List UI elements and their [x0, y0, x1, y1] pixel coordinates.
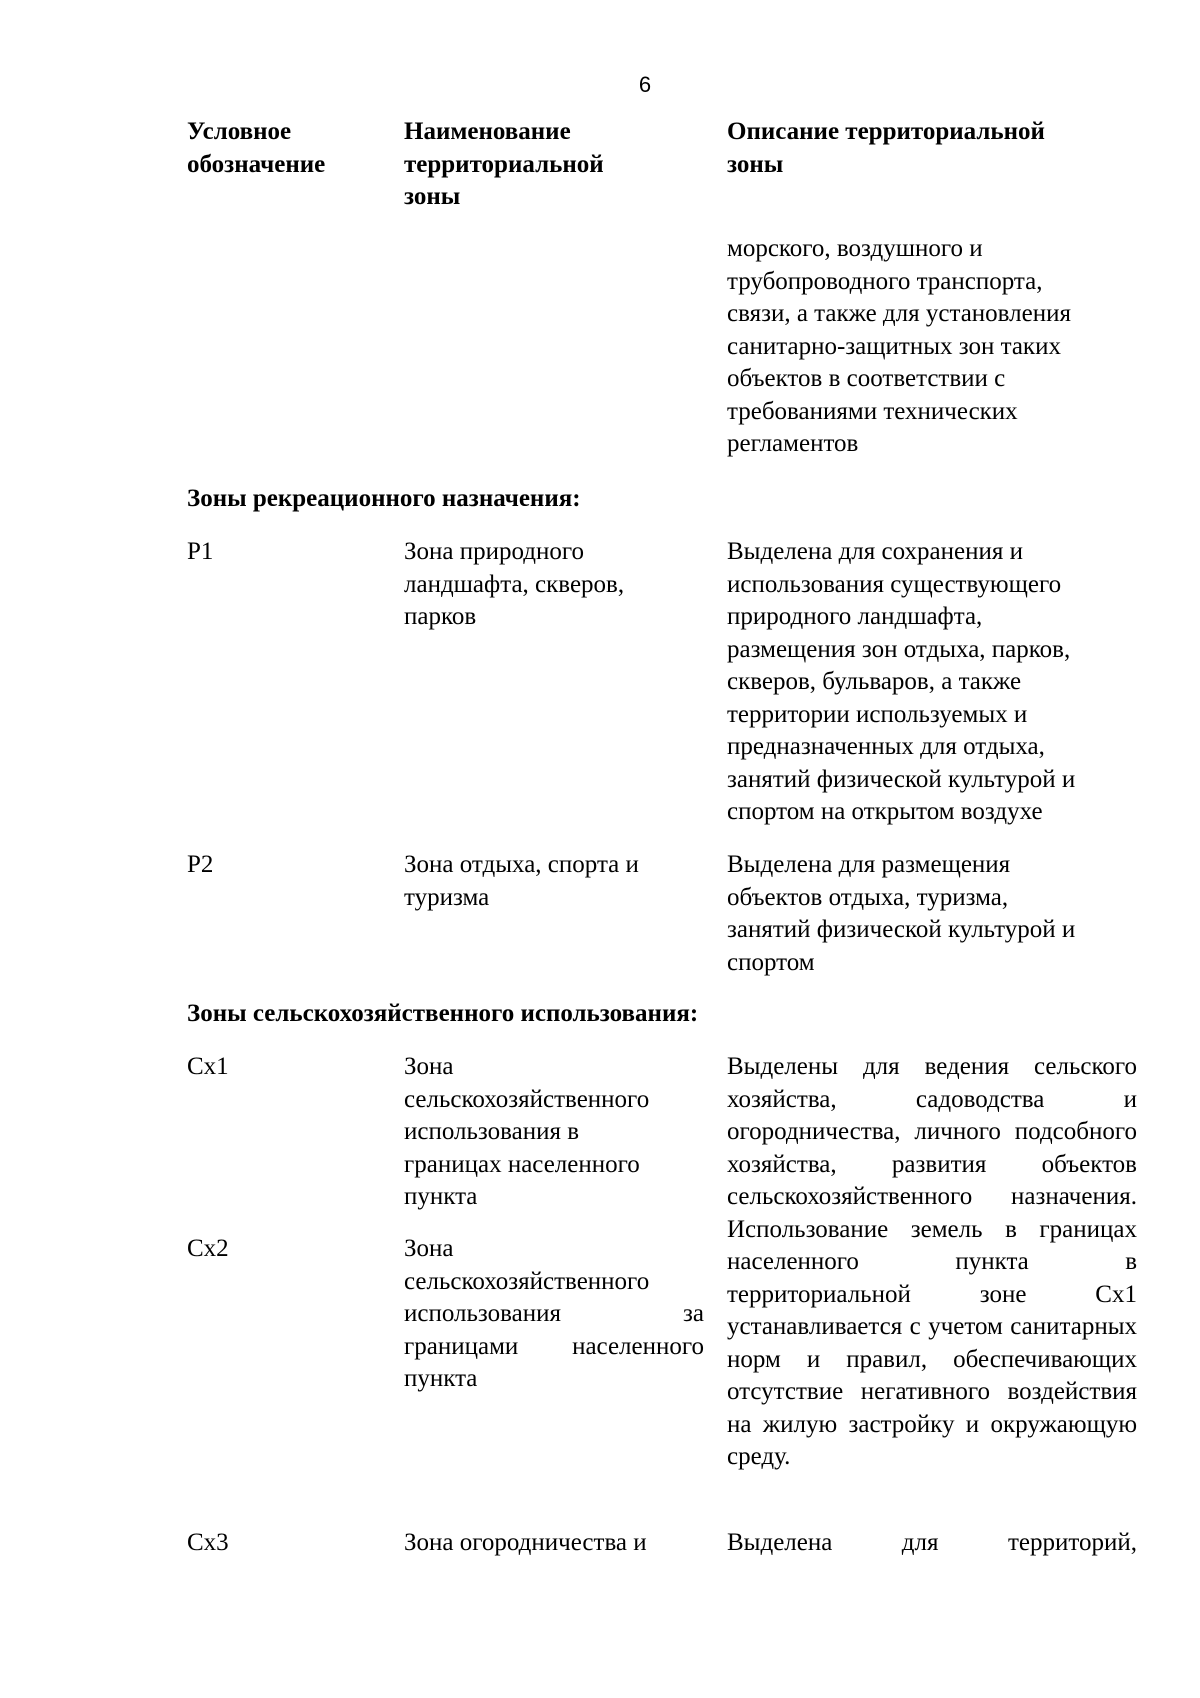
zone-code-sx3: Сх3: [187, 1529, 229, 1556]
continued-description: морского, воздушного и трубопроводного транспорта, связи, а также для установления санитарно-защитных зон таких объектов в соответствии с требованиями технических регламентов: [727, 235, 1071, 457]
zone-name-sx3: Зона огородничества и: [404, 1529, 647, 1556]
zone-name-sx2: Зона сельскохозяйственного использования за границами населенного пункта: [404, 1235, 704, 1392]
section-title-recreation: Зоны рекреационного назначения:: [187, 485, 581, 512]
zone-description-r1: Выделена для сохранения и использования существующего природного ландшафта, размещения зон отдыха, парков, скверов, бульваров, а также территории используемых и предназначенных для отдыха, занятий физической культурой и спортом на открытом воздухе: [727, 538, 1076, 825]
zone-name-sx1: Зона сельскохозяйственного использования в границах населенного пункта: [404, 1053, 650, 1210]
zone-name-r2: Зона отдыха, спорта и туризма: [404, 851, 639, 911]
zone-code-r1: Р1: [187, 538, 214, 565]
zone-code-sx1: Сх1: [187, 1053, 229, 1080]
zone-description-sx3: Выделена для территорий,: [727, 1529, 1137, 1556]
zone-description-sx1-sx2: Выделены для ведения сельского хозяйства, садоводства и огородничества, личного подсобного хозяйства, развития объектов сельскохозяйственного назначения. Использование земель в границах населенного пункта в территориальной зоне Сх1 устанавливается с учетом санитарных норм и правил, обеспечивающих отсутствие негативного воздействия на жилую застройку и окружающую среду.: [727, 1053, 1137, 1470]
section-title-agriculture: Зоны сельскохозяйственного использования:: [187, 1000, 699, 1027]
zone-name-r1: Зона природного ландшафта, скверов, парков: [404, 538, 625, 630]
page-number: 6: [638, 72, 652, 97]
zone-code-r2: Р2: [187, 851, 214, 878]
header-zone-name: Наименование территориальной зоны: [404, 118, 604, 210]
header-zone-description: Описание территориальной зоны: [727, 118, 1045, 178]
header-code: Условное обозначение: [187, 118, 326, 178]
zone-description-r2: Выделена для размещения объектов отдыха, туризма, занятий физической культурой и спортом: [727, 851, 1076, 976]
zone-code-sx2: Сх2: [187, 1235, 229, 1262]
